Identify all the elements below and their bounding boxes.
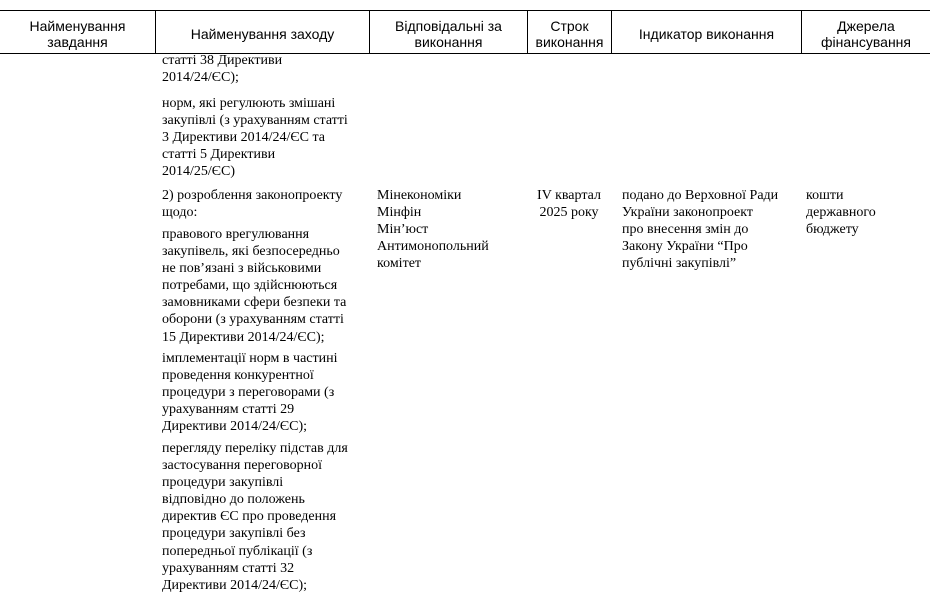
measure-text: правового врегулювання закупівель, які безпосередньо не пов’язані з військовими потребами, що здійснюються замовниками сфери безпеки та оборони (з урахуванням статті 15 Директиви 2014/24/ЄС); (162, 227, 347, 345)
header-measure (156, 11, 369, 53)
measure-text: статті 38 Директиви 2014/24/ЄС); (162, 53, 283, 86)
header-task-label: Найменування завдання (29, 18, 126, 50)
header-measure-label: Найменування заходу (190, 26, 335, 42)
funding-text: кошти державного бюджету (806, 188, 876, 238)
responsible-cell (377, 187, 525, 272)
header-term-label: Строк виконання (535, 18, 604, 50)
measure-paragraph (162, 95, 368, 180)
measure-paragraph (162, 350, 368, 435)
header-responsible (370, 11, 527, 53)
measure-paragraph (162, 52, 368, 86)
term-text: IV квартал 2025 року (537, 188, 601, 221)
measure-paragraph (162, 440, 368, 594)
header-indicator-label: Індикатор виконання (638, 26, 775, 42)
measure-paragraph (162, 226, 368, 346)
responsible-text: Мінекономіки Мінфін Мін’юст Антимонопольний комітет (377, 188, 489, 272)
measure-text: імплементації норм в частині проведення конкурентної процедури з переговорами (з урахуванням статті 29 Директиви 2014/24/ЄС); (162, 351, 338, 435)
term-cell (530, 187, 608, 221)
header-indicator (612, 11, 801, 53)
header-task (0, 11, 155, 53)
measure-text: 2) розроблення законопроекту щодо: (162, 188, 343, 221)
header-funding (802, 11, 930, 53)
header-responsible-label: Відповідальні за виконання (395, 18, 502, 50)
header-funding-label: Джерела фінансування (821, 18, 911, 50)
indicator-text: подано до Верховної Ради України законопроект про внесення змін до Закону України “Про публічні закупівлі” (622, 188, 779, 272)
measure-text: норм, які регулюють змішані закупівлі (з урахуванням статті 3 Директиви 2014/24/ЄС та статті 5 Директиви 2014/25/ЄС) (162, 96, 348, 180)
table-header (0, 10, 930, 54)
indicator-cell (622, 187, 800, 272)
header-term (528, 11, 611, 53)
funding-cell (806, 187, 930, 238)
measure-text: перегляду переліку підстав для застосування переговорної процедури закупівлі відповідно до положень директив ЄС про проведення процедури закупівлі без попередньої публікації (з урахуванням статті 32 Директиви 2014/24/ЄС); (162, 441, 348, 593)
measure-paragraph (162, 187, 368, 221)
